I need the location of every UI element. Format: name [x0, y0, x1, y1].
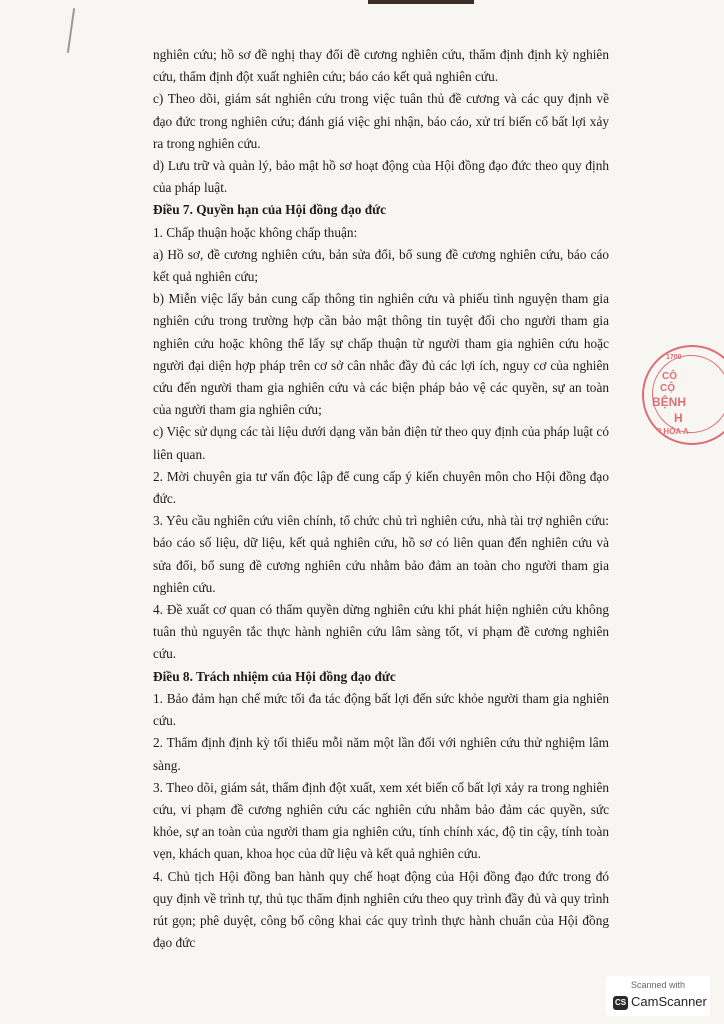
- article-heading: Điều 7. Quyền hạn của Hội đồng đạo đức: [153, 202, 386, 218]
- watermark-caption: Scanned with: [630, 980, 686, 990]
- paragraph: 3. Theo dõi, giám sát, thẩm định đột xuất, xem xét biến cố bất lợi xảy ra trong nghiên cứu, vi phạm đề cương nghiên cứu các nghiên cứu nhằm bảo đảm các quyền, sức khỏe, sự an toàn của người tham gia nghiên cứu, tính chính xác, độ tin cậy, tính toàn vẹn, khách quan, khoa học của dữ liệu và kết quả nghiên cứu.: [153, 779, 609, 862]
- red-seal-stamp: [642, 345, 724, 445]
- stamp-text: BỆNH: [652, 395, 687, 409]
- scan-side-edge-line: [67, 8, 75, 53]
- paragraph: c) Việc sử dụng các tài liệu dưới dạng văn bản điện tử theo quy định của pháp luật có liên quan.: [153, 424, 609, 462]
- camscanner-watermark: [606, 976, 710, 1016]
- stamp-text: CỘ: [660, 383, 675, 394]
- paragraph: 2. Mời chuyên gia tư vấn độc lập để cung cấp ý kiến chuyên môn cho Hội đồng đạo đức.: [153, 468, 609, 507]
- paragraph: nghiên cứu; hồ sơ đề nghị thay đổi đề cương nghiên cứu, thẩm định định kỳ nghiên cứu, thẩm định đột xuất nghiên cứu; báo cáo kết quả nghiên cứu.: [153, 47, 609, 85]
- paragraph: a) Hồ sơ, đề cương nghiên cứu, bản sửa đổi, bổ sung đề cương nghiên cứu, báo cáo kết quả nghiên cứu;: [153, 246, 609, 285]
- stamp-text: H: [674, 411, 683, 425]
- paragraph: 3. Yêu cầu nghiên cứu viên chính, tổ chức chủ trì nghiên cứu, nhà tài trợ nghiên cứu: báo cáo số liệu, dữ liệu, kết quả nghiên cứu, hồ sơ có liên quan đến nghiên cứu và sửa đổi, bổ sung đề cương nghiên cứu nhằm bảo đảm an toàn cho người tham gia nghiên cứu.: [153, 513, 609, 595]
- stamp-text: CÔ: [662, 371, 677, 382]
- paragraph: 1. Chấp thuận hoặc không chấp thuận:: [153, 224, 358, 240]
- article-heading: Điều 8. Trách nhiệm của Hội đồng đạo đức: [153, 668, 396, 684]
- paragraph: d) Lưu trữ và quản lý, bảo mật hồ sơ hoạt động của Hội đồng đạo đức theo quy định của pháp luật.: [153, 158, 609, 196]
- paragraph: c) Theo dõi, giám sát nghiên cứu trong việc tuân thủ đề cương và các quy định về đạo đức trong nghiên cứu; đánh giá việc ghi nhận, báo cáo, xử trí biến cố bất lợi xảy ra trong nghiên cứu.: [153, 91, 609, 151]
- document-body: [153, 44, 609, 954]
- stamp-text: 1700: [666, 354, 682, 361]
- paragraph: 2. Thẩm định định kỳ tối thiểu mỗi năm một lần đối với nghiên cứu thử nghiệm lâm sàng.: [153, 735, 609, 773]
- scan-top-edge-mark: [368, 0, 474, 4]
- paragraph: b) Miễn việc lấy bản cung cấp thông tin nghiên cứu và phiếu tình nguyện tham gia nghiên cứu trong trường hợp cần bảo mật thông tin tuyệt đối cho người tham gia nghiên cứu hoặc không thể lấy sự chấp thuận từ người tham gia nghiên cứu hoặc người đại diện hợp pháp trên cơ sở cân nhắc đầy đủ các lợi ích, nguy cơ của nghiên cứu đến người tham gia nghiên cứu và các biện pháp bảo vệ các quyền, sự an toàn của người tham gia nghiên cứu;: [153, 291, 609, 418]
- paragraph: 4. Đề xuất cơ quan có thẩm quyền dừng nghiên cứu khi phát hiện nghiên cứu không tuân thủ nguyên tắc thực hành nghiên cứu lâm sàng tốt, vi phạm đề cương nghiên cứu.: [153, 602, 609, 662]
- stamp-text: P HÒA A: [656, 427, 689, 436]
- camscanner-logo-icon: CS: [613, 996, 628, 1010]
- paragraph: 1. Bảo đảm hạn chế mức tối đa tác động bất lợi đến sức khỏe người tham gia nghiên cứu.: [153, 690, 609, 729]
- watermark-brand: CamScanner: [631, 994, 707, 1009]
- stamp-inner-ring: [652, 355, 724, 433]
- paragraph: 4. Chủ tịch Hội đồng ban hành quy chế hoạt động của Hội đồng đạo đức trong đó quy định về trình tự, thủ tục thẩm định nghiên cứu theo quy trình đầy đủ và quy trình rút gọn; phê duyệt, công bố công khai các quy trình thực hành chuẩn của Hội đồng đạo đức: [153, 868, 609, 951]
